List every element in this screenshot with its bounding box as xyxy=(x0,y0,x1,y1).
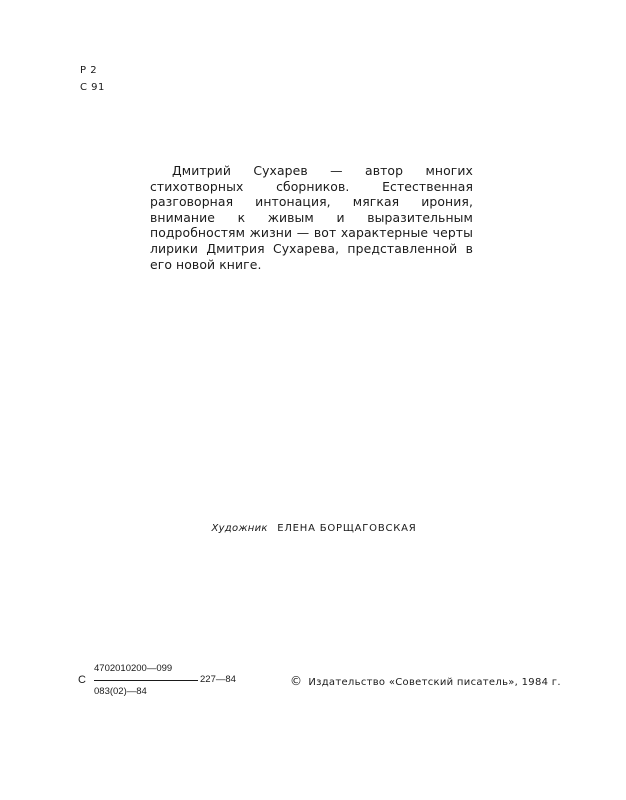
annotation-text: Дмитрий Сухарев — автор многих стихотворных сборников. Естественная разговорная интонация, мягкая ирония, внимание к живым и выразительным подробностям жизни — вот характерные черты лирики Дмитрия Сухарева, представленной в его новой книге. xyxy=(150,163,473,272)
fraction-line xyxy=(94,680,198,681)
catalog-suffix: 227—84 xyxy=(200,674,236,685)
copyright-icon: © xyxy=(290,674,303,688)
book-annotation xyxy=(150,163,473,272)
catalog-letter: С xyxy=(78,674,86,686)
artist-name: ЕЛЕНА БОРЩАГОВСКАЯ xyxy=(277,523,417,534)
author-sign-code: С 91 xyxy=(80,82,105,93)
artist-credit xyxy=(0,523,626,534)
catalog-denominator: 083(02)—84 xyxy=(94,686,147,697)
classification-codes xyxy=(80,62,105,96)
catalog-index xyxy=(78,663,236,703)
copyright-notice xyxy=(290,674,561,688)
artist-label: Художник xyxy=(211,523,268,534)
bbk-code: Р 2 xyxy=(80,65,98,76)
copyright-text: Издательство «Советский писатель», 1984 г. xyxy=(308,677,561,688)
catalog-numerator: 4702010200—099 xyxy=(94,663,173,674)
